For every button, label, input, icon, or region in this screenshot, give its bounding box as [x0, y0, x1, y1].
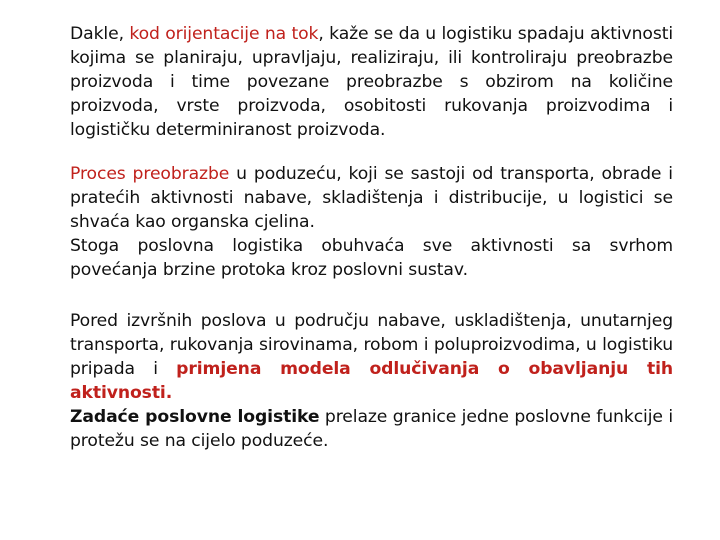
highlight-transformation-process: Proces preobrazbe [70, 164, 230, 184]
highlight-flow-orientation: kod orijentacije na tok [129, 24, 319, 44]
text-segment: Pored izvršnih poslova u području nabave, uskladištenja, unutarnjeg transporta, rukovanja sirovinama, robom i poluproizvodima, u logistiku pripada i [70, 311, 673, 379]
text-segment: , kaže se da u logistiku spadaju aktivnosti kojima se planiraju, upravljaju, realiziraju, ili kontroliraju preobrazbe proizvoda i time povezane preobrazbe s obzirom na količine proizvoda, vrste proizvoda, osobitosti rukovanja proizvodima i logističku determiniranost proizvoda. [70, 24, 674, 140]
paragraph-logistics-tasks [70, 405, 673, 453]
paragraph-spacer [70, 142, 673, 162]
paragraph-executive-tasks [70, 309, 673, 405]
text-segment: Dakle, [70, 24, 130, 44]
text-segment: Stoga poslovna logistika obuhvaća sve aktivnosti sa svrhom povećanja brzine protoka kroz poslovni sustav. [70, 236, 673, 280]
paragraph-business-logistics [70, 234, 673, 282]
highlight-logistics-tasks: Zadaće poslovne logistike [70, 407, 320, 427]
text-segment: u poduzeću, koji se sastoji od transporta, obrade i pratećih aktivnosti nabave, skladištenja i distribucije, u logistici se shvaća kao organska cjelina. [70, 164, 673, 232]
slide-content [70, 22, 673, 453]
text-segment: prelaze granice jedne poslovne funkcije i protežu se na cijelo poduzeće. [70, 407, 673, 451]
paragraph-transformation-process [70, 162, 673, 234]
highlight-decision-models: primjena modela odlučivanja o obavljanju tih aktivnosti. [70, 359, 673, 403]
paragraph-spacer [70, 282, 673, 309]
paragraph-flow-orientation [70, 22, 673, 142]
